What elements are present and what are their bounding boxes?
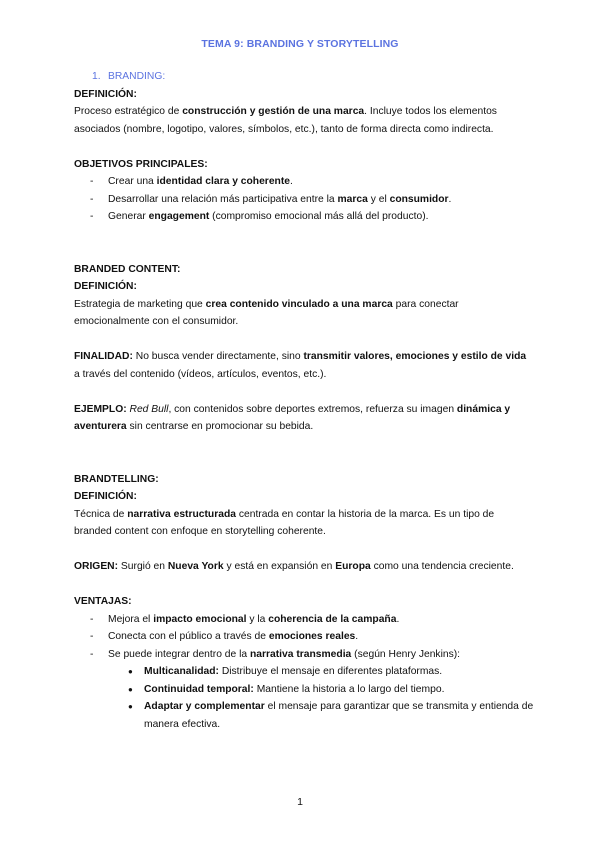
advantages-list: [74, 611, 534, 664]
document-body: [74, 68, 534, 733]
list-item: ● Multicanalidad: Distribuye el mensaje en diferentes plataformas.: [128, 666, 443, 677]
brandtelling-definition: Técnica de narrativa estructurada centrada en contar la historia de la marca. Es un tipo de branded content con enfoque en storytelling coherente.: [74, 508, 495, 537]
branded-example: EJEMPLO: Red Bull, con contenidos sobre deportes extremos, refuerza su imagen dinámica y aventurera sin centrarse en promocionar su bebida.: [74, 403, 511, 432]
section-heading-branding: 1. BRANDING:: [92, 71, 166, 82]
list-item: - Crear una identidad clara y coherente.: [90, 176, 293, 187]
list-item: - Mejora el impacto emocional y la coherencia de la campaña.: [90, 613, 400, 625]
list-item: - Conecta con el público a través de emociones reales.: [90, 631, 359, 642]
advantages-label: VENTAJAS:: [74, 596, 132, 607]
definition-label: DEFINICIÓN:: [74, 88, 137, 100]
section-heading-brandtelling: BRANDTELLING:: [74, 473, 159, 485]
list-item: ● Adaptar y complementar el mensaje para garantizar que se transmita y entienda de manera efectiva.: [128, 701, 534, 730]
page-title: TEMA 9: BRANDING Y STORYTELLING: [201, 38, 399, 50]
brandtelling-origin: ORIGEN: Surgió en Nueva York y está en expansión en Europa como una tendencia creciente.: [74, 561, 514, 572]
definition-label: DEFINICIÓN:: [74, 491, 137, 502]
branded-definition: Estrategia de marketing que crea contenido vinculado a una marca para conectar emocionalmente con el consumidor.: [74, 298, 459, 327]
transmedia-sublist: [74, 663, 534, 733]
list-item: - Generar engagement (compromiso emocional más allá del producto).: [90, 211, 429, 222]
list-item: - Se puede integrar dentro de la narrativa transmedia (según Henry Jenkins):: [90, 648, 461, 660]
branding-definition: Proceso estratégico de construcción y gestión de una marca. Incluye todos los elementos asociados (nombre, logotipo, valores, símbolos, etc.), tanto de forma directa como indirecta.: [74, 106, 497, 135]
section-heading-branded-content: BRANDED CONTENT:: [74, 263, 181, 275]
branded-purpose: FINALIDAD: No busca vender directamente, sino transmitir valores, emociones y estilo de vida a través del contenido (vídeos, artículos, eventos, etc.).: [74, 351, 527, 380]
objectives-list: [74, 173, 534, 226]
definition-label: DEFINICIÓN:: [74, 281, 137, 292]
list-item: ● Continuidad temporal: Mantiene la historia a lo largo del tiempo.: [128, 683, 445, 695]
objectives-label: OBJETIVOS PRINCIPALES:: [74, 158, 208, 170]
list-item: - Desarrollar una relación más participativa entre la marca y el consumidor.: [90, 193, 452, 205]
page-number: 1: [297, 796, 303, 808]
